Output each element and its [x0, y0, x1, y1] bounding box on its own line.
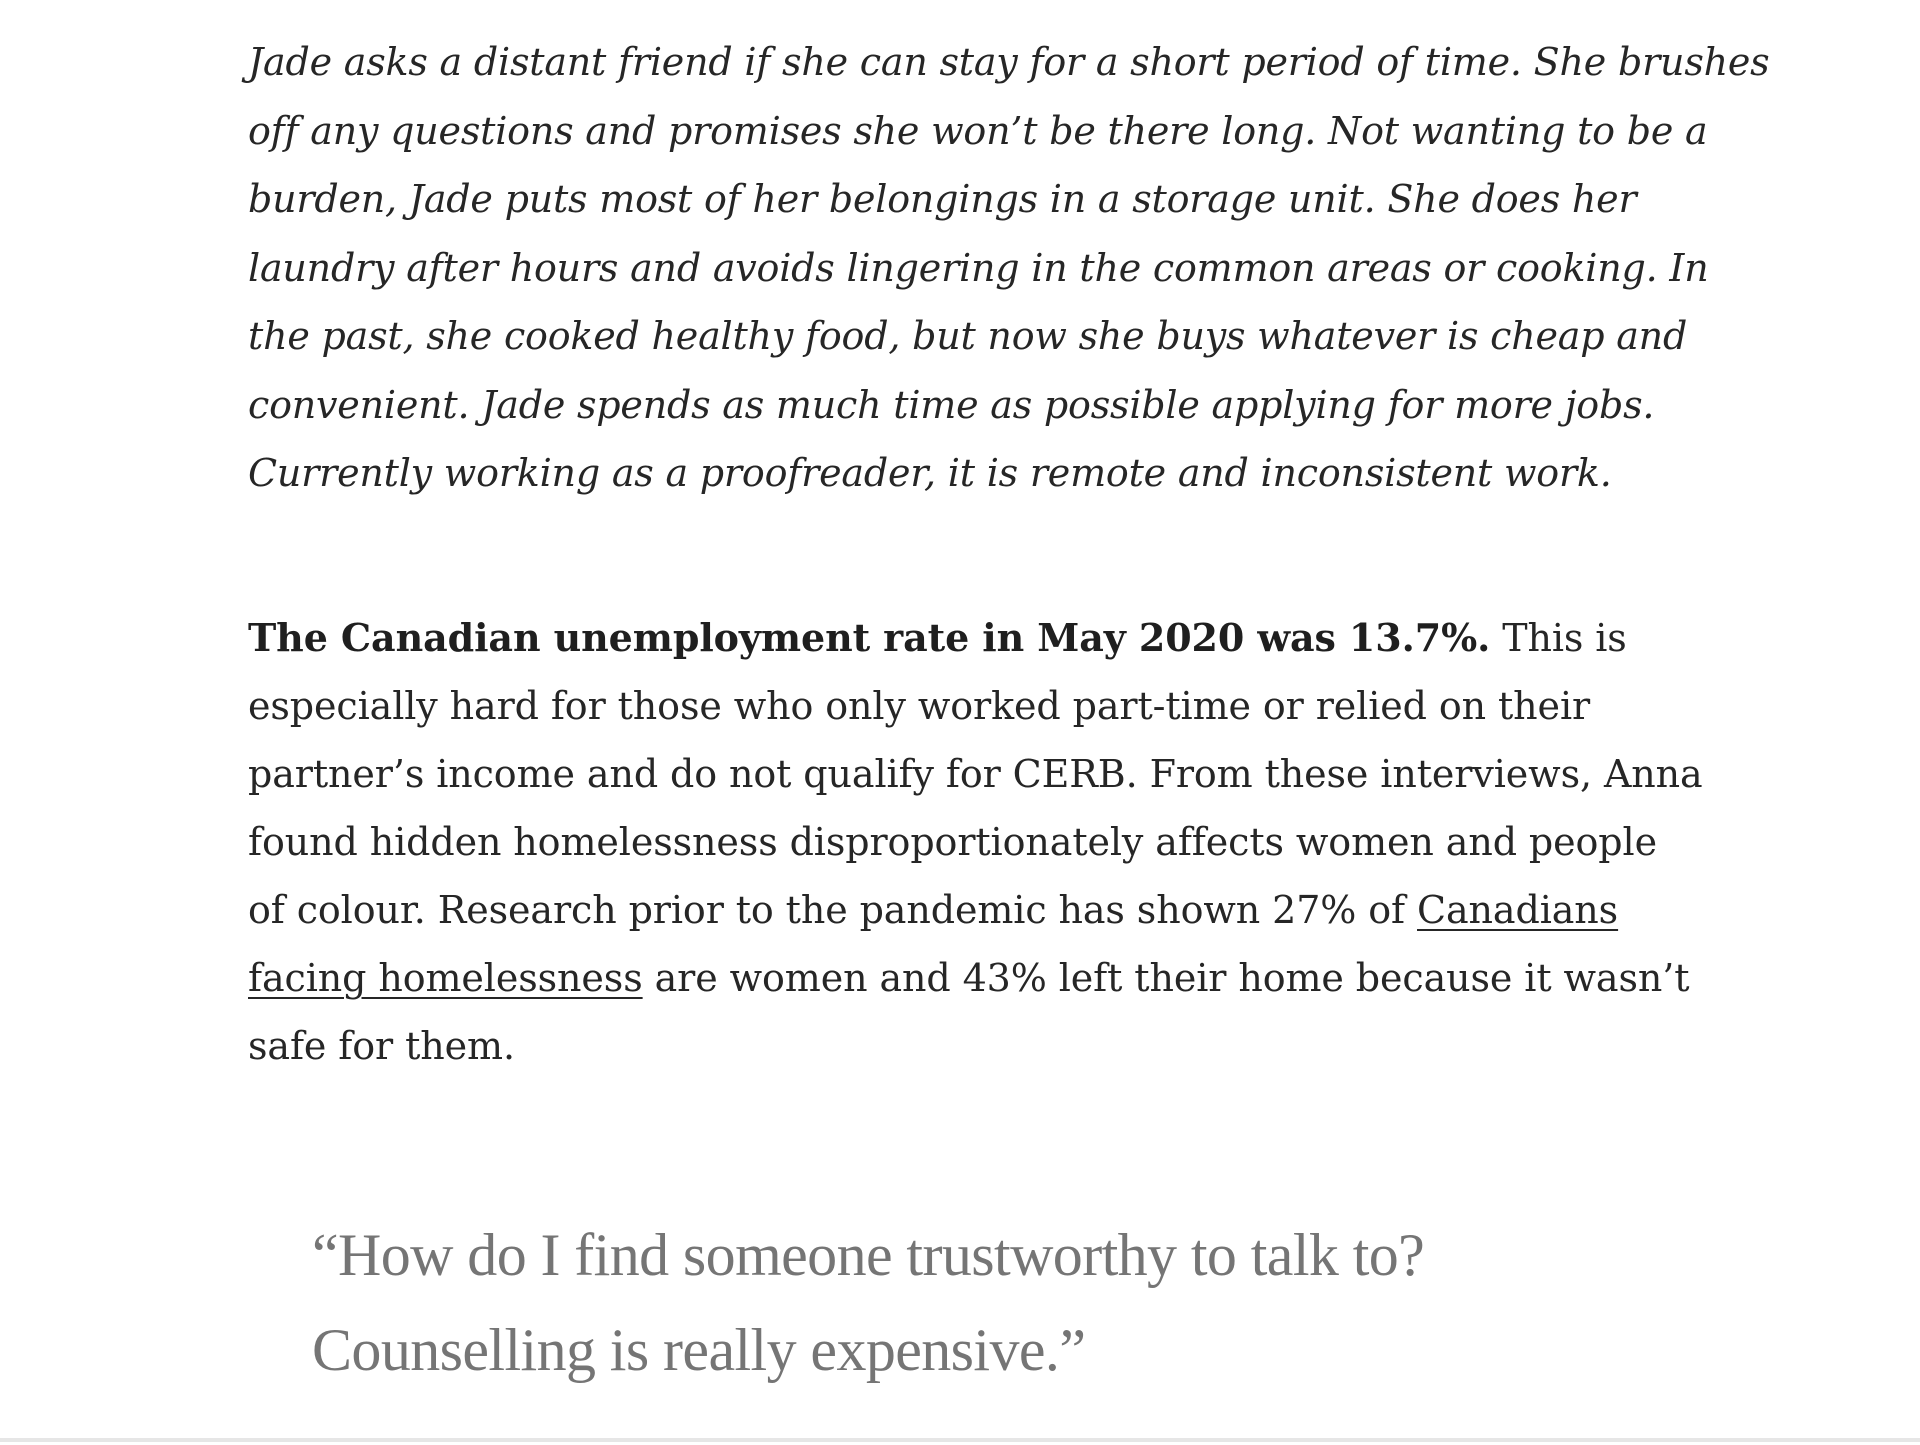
story-line: burden, Jade puts most of her belongings in a storage unit. She does her [248, 177, 1637, 221]
canadians-facing-homelessness-link[interactable]: Canadians [1417, 888, 1619, 932]
article-body [248, 28, 1770, 1068]
story-paragraph [248, 28, 1770, 508]
paragraph-line: partner’s income and do not qualify for CERB. From these interviews, Anna [248, 752, 1703, 796]
bottom-divider [0, 1438, 1920, 1442]
paragraph-line [248, 876, 1703, 944]
text-after-link: are women and 43% left their home because it wasn’t [642, 956, 1690, 1000]
story-line: off any questions and promises she won’t be there long. Not wanting to be a [248, 108, 1708, 153]
lead-continuation: This is [1490, 616, 1627, 660]
pull-quote-line: Counselling is really expensive.” [312, 1317, 1086, 1383]
pull-quote-line: “How do I find someone trustworthy to talk to? [312, 1222, 1425, 1288]
text-before-link: of colour. Research prior to the pandemic has shown 27% of [248, 888, 1418, 932]
story-line: the past, she cooked healthy food, but now she buys whatever is cheap and [248, 314, 1688, 358]
pull-quote [312, 1208, 1424, 1398]
bold-lead-sentence: The Canadian unemployment rate in May 2020 was 13.7%. [248, 615, 1491, 660]
canadians-facing-homelessness-link-continued[interactable]: facing homelessness [248, 956, 643, 1000]
paragraph-line [248, 604, 1703, 672]
paragraph-line: especially hard for those who only worked part-time or relied on their [248, 684, 1591, 728]
story-line: Currently working as a proofreader, it is remote and inconsistent work. [248, 451, 1612, 495]
paragraph-line [248, 944, 1703, 1012]
story-line: convenient. Jade spends as much time as possible applying for more jobs. [248, 382, 1655, 427]
statistics-paragraph [248, 604, 1703, 1080]
story-line: Jade asks a distant friend if she can stay for a short period of time. She brushes [248, 40, 1770, 84]
paragraph-line: found hidden homelessness disproportionately affects women and people [248, 820, 1657, 864]
story-line: laundry after hours and avoids lingering in the common areas or cooking. In [248, 245, 1709, 290]
paragraph-line: safe for them. [248, 1024, 515, 1068]
